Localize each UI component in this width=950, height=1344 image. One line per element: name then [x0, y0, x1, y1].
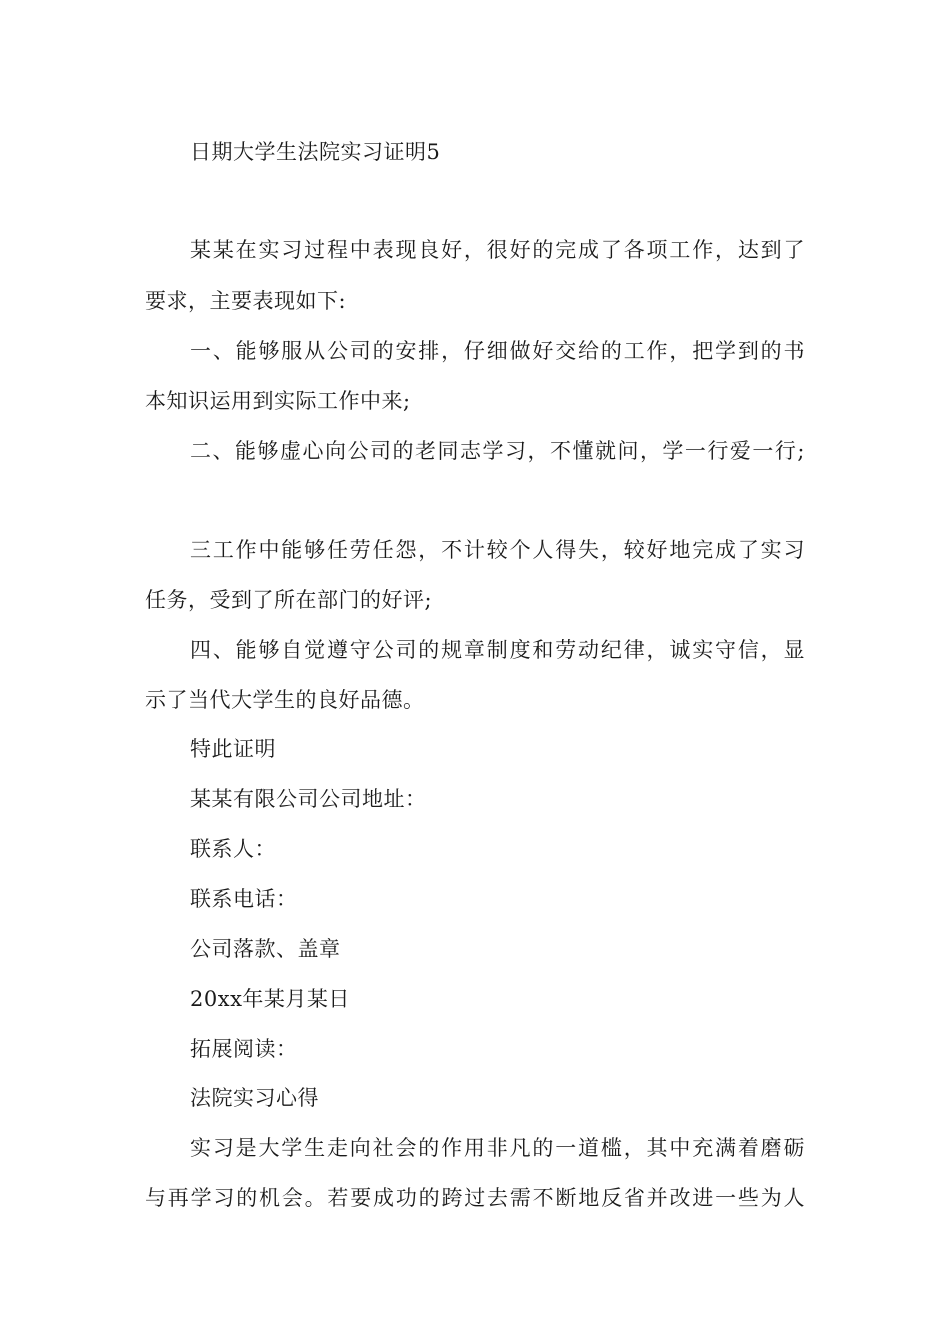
paragraph-2-line-1: 一、能够服从公司的安排，仔细做好交给的工作，把学到的书	[190, 339, 805, 363]
contact-person: 联系人：	[190, 837, 276, 861]
contact-phone: 联系电话：	[190, 887, 298, 911]
section-title: 法院实习心得	[190, 1086, 319, 1110]
paragraph-6-line-1: 实习是大学生走向社会的作用非凡的一道槛，其中充满着磨砺	[190, 1136, 805, 1160]
company-address: 某某有限公司公司地址：	[190, 787, 427, 811]
paragraph-5-line-1: 四、能够自觉遵守公司的规章制度和劳动纪律，诚实守信，显	[190, 638, 805, 662]
paragraph-5-line-2: 示了当代大学生的良好品德。	[145, 688, 425, 712]
paragraph-2-line-2: 本知识运用到实际工作中来;	[145, 389, 411, 413]
paragraph-4-line-1: 三工作中能够任劳任怨，不计较个人得失，较好地完成了实习	[190, 538, 805, 562]
paragraph-3-line-1: 二、能够虚心向公司的老同志学习，不懂就问，学一行爱一行;	[190, 439, 805, 463]
paragraph-1-line-2: 要求，主要表现如下:	[145, 289, 347, 313]
signature-seal: 公司落款、盖章	[190, 937, 341, 961]
date-text: 20xx年某月某日	[190, 987, 350, 1011]
paragraph-4-line-2: 任务，受到了所在部门的好评;	[145, 588, 433, 612]
extended-reading: 拓展阅读：	[190, 1037, 298, 1061]
paragraph-6-line-2: 与再学习的机会。若要成功的跨过去需不断地反省并改进一些为人	[145, 1186, 805, 1210]
paragraph-1-line-1: 某某在实习过程中表现良好，很好的完成了各项工作，达到了	[190, 238, 805, 262]
document-title: 日期大学生法院实习证明5	[190, 140, 441, 164]
certify-text: 特此证明	[190, 737, 276, 761]
